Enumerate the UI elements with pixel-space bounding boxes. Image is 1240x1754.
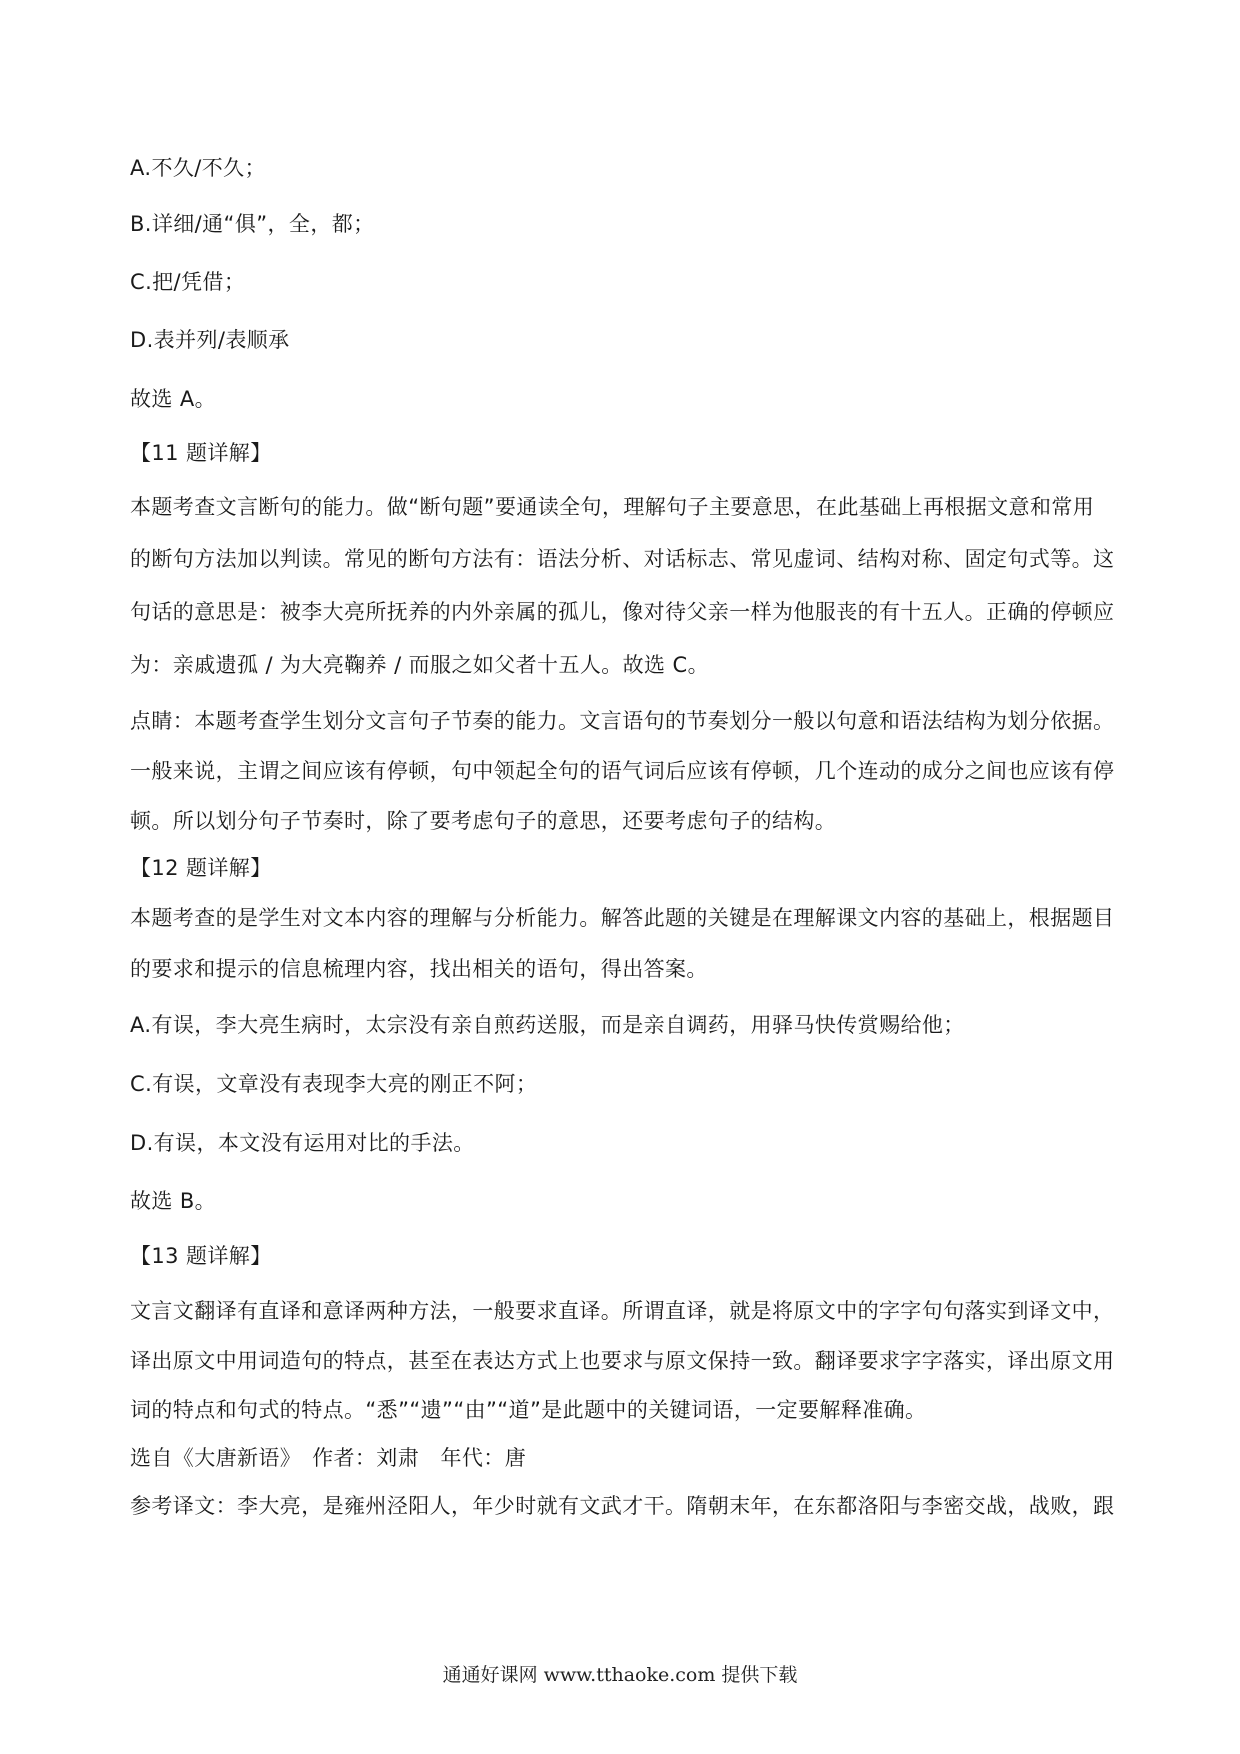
note-line: 顿。所以划分句子节奏时，除了要考虑句子的意思，还要考虑句子的结构。 (130, 809, 837, 833)
option-d-line: D.表并列/表顺承 (130, 328, 290, 352)
section-heading-12: 【12 题详解】 (130, 856, 272, 880)
option-a-line: A.不久/不久； (130, 156, 266, 180)
option-c-line: C.把/凭借； (130, 270, 246, 294)
section-heading-11: 【11 题详解】 (130, 441, 272, 465)
option-a-line: A.有误，李大亮生病时，太宗没有亲自煎药送服，而是亲自调药，用驿马快传赏赐给他； (130, 1013, 965, 1037)
translation-line: 参考译文：李大亮，是雍州泾阳人，年少时就有文武才干。隋朝末年，在东都洛阳与李密交战，战败，跟 (130, 1494, 1115, 1518)
paragraph-line: 句话的意思是：被李大亮所抚养的内外亲属的孤儿，像对待父亲一样为他服丧的有十五人。正确的停顿应 (130, 600, 1115, 624)
note-line: 一般来说，主谓之间应该有停顿，句中领起全句的语气词后应该有停顿，几个连动的成分之间也应该有停 (130, 759, 1115, 783)
section-heading-13: 【13 题详解】 (130, 1244, 272, 1268)
source-line: 选自《大唐新语》 作者：刘肃 年代：唐 (130, 1446, 527, 1470)
note-line: 点睛：本题考查学生划分文言句子节奏的能力。文言语句的节奏划分一般以句意和语法结构为划分依据。 (130, 709, 1115, 733)
option-c-line: C.有误，文章没有表现李大亮的刚正不阿； (130, 1072, 538, 1096)
option-b-line: B.详细/通“俱”，全，都； (130, 212, 375, 236)
paragraph-line: 本题考查文言断句的能力。做“断句题”要通读全句，理解句子主要意思，在此基础上再根据文意和常用 (130, 495, 1095, 519)
option-d-line: D.有误，本文没有运用对比的手法。 (130, 1131, 475, 1155)
answer-line: 故选 A。 (130, 387, 217, 411)
paragraph-line: 本题考查的是学生对文本内容的理解与分析能力。解答此题的关键是在理解课文内容的基础上，根据题目 (130, 906, 1115, 930)
paragraph-line: 为：亲戚遗孤 / 为大亮鞠养 / 而服之如父者十五人。故选 C。 (130, 653, 709, 677)
paragraph-line: 文言文翻译有直译和意译两种方法，一般要求直译。所谓直译，就是将原文中的字字句句落实到译文中， (130, 1299, 1115, 1323)
paragraph-line: 的断句方法加以判读。常见的断句方法有：语法分析、对话标志、常见虚词、结构对称、固定句式等。这 (130, 547, 1115, 571)
paragraph-line: 的要求和提示的信息梳理内容，找出相关的语句，得出答案。 (130, 957, 708, 981)
answer-line: 故选 B。 (130, 1189, 217, 1213)
paragraph-line: 词的特点和句式的特点。“悉”“遗”“由”“道”是此题中的关键词语，一定要解释准确。 (130, 1398, 927, 1422)
page-footer: 通通好课网 www.tthaoke.com 提供下载 (442, 1664, 798, 1686)
paragraph-line: 译出原文中用词造句的特点，甚至在表达方式上也要求与原文保持一致。翻译要求字字落实，译出原文用 (130, 1349, 1115, 1373)
